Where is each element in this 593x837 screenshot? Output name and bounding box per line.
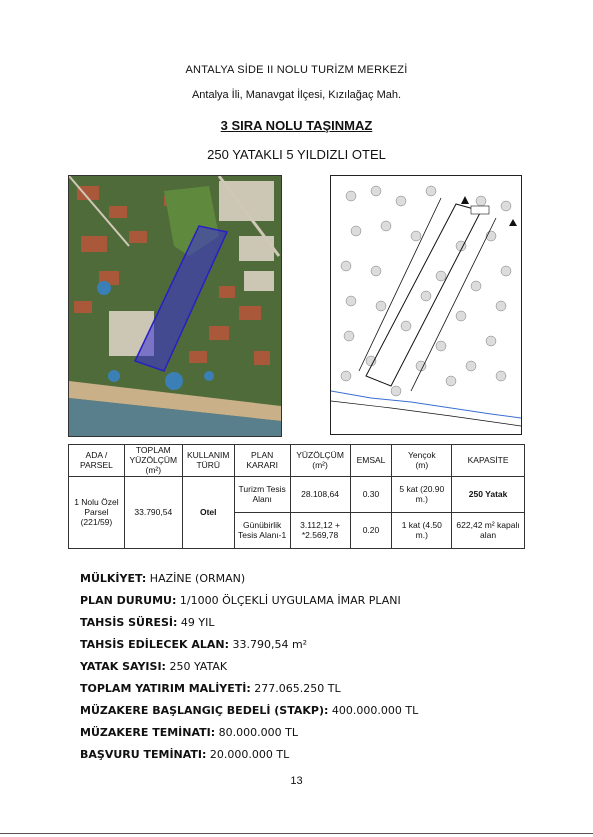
header-yuzolcum: YÜZÖLÇÜM (m²) [290, 445, 350, 477]
cell-yencok: 5 kat (20.90 m.) [392, 477, 452, 513]
detail-mulkiyet: MÜLKİYET: HAZİNE (ORMAN) [80, 572, 246, 585]
page-title: 3 SIRA NOLU TAŞINMAZ [220, 118, 373, 133]
cell-plan-karari: Turizm Tesis Alanı [234, 477, 290, 513]
satellite-image [68, 175, 282, 437]
header-kullanim-turu: KULLANIM TÜRÜ [182, 445, 234, 477]
detail-plan-durumu: PLAN DURUMU: 1/1000 ÖLÇEKLİ UYGULAMA İMAR PLANI [80, 594, 401, 607]
cell-kapasite: 250 Yatak [452, 477, 525, 513]
detail-basvuru-teminati: BAŞVURU TEMİNATI: 20.000.000 TL [80, 748, 290, 761]
header-location: Antalya İli, Manavgat İlçesi, Kızılağaç Mah. [191, 89, 402, 101]
detail-tahsis-suresi: TAHSİS SÜRESİ: 49 YIL [80, 616, 215, 629]
property-info-table [68, 444, 525, 549]
cell-emsal: 0.30 [350, 477, 392, 513]
zoning-plan-drawing [330, 175, 522, 435]
header-toplam-yuzolcum: TOPLAM YÜZÖLÇÜM (m²) [124, 445, 182, 477]
page-number: 13 [290, 775, 303, 787]
bottom-divider [0, 833, 593, 834]
cell-emsal: 0.20 [350, 513, 392, 549]
cell-ada-parsel: 1 Nolu Özel Parsel (221/59) [69, 477, 125, 549]
cell-kullanim-turu: Otel [182, 477, 234, 549]
property-details-list [80, 568, 418, 766]
detail-yatirim-maliyeti: TOPLAM YATIRIM MALİYETİ: 277.065.250 TL [80, 682, 341, 695]
detail-muzakere-teminati: MÜZAKERE TEMİNATI: 80.000.000 TL [80, 726, 298, 739]
header-ada-parsel: ADA / PARSEL [69, 445, 125, 477]
cell-yencok: 1 kat (4.50 m.) [392, 513, 452, 549]
header-plan-karari: PLAN KARARI [234, 445, 290, 477]
cell-toplam-yuzolcum: 33.790,54 [124, 477, 182, 549]
header-yencok: Yençok (m) [392, 445, 452, 477]
cell-yuzolcum: 3.112,12 + *2.569,78 [290, 513, 350, 549]
header-emsal: EMSAL [350, 445, 392, 477]
detail-tahsis-alan: TAHSİS EDİLECEK ALAN: 33.790,54 m² [80, 638, 308, 651]
cell-kapasite: 622,42 m² kapalı alan [452, 513, 525, 549]
page-subtitle: 250 YATAKLI 5 YILDIZLI OTEL [207, 147, 386, 162]
header-kapasite: KAPASİTE [452, 445, 525, 477]
detail-yatak-sayisi: YATAK SAYISI: 250 YATAK [80, 660, 228, 673]
cell-yuzolcum: 28.108,64 [290, 477, 350, 513]
table-header-row [69, 445, 525, 477]
detail-muzakere-bedeli: MÜZAKERE BAŞLANGIÇ BEDELİ (STAKP): 400.000.000 TL [80, 704, 419, 717]
cell-plan-karari: Günübirlik Tesis Alanı-1 [234, 513, 290, 549]
header-organization: ANTALYA SİDE II NOLU TURİZM MERKEZİ [185, 64, 408, 76]
table-row [69, 477, 525, 513]
